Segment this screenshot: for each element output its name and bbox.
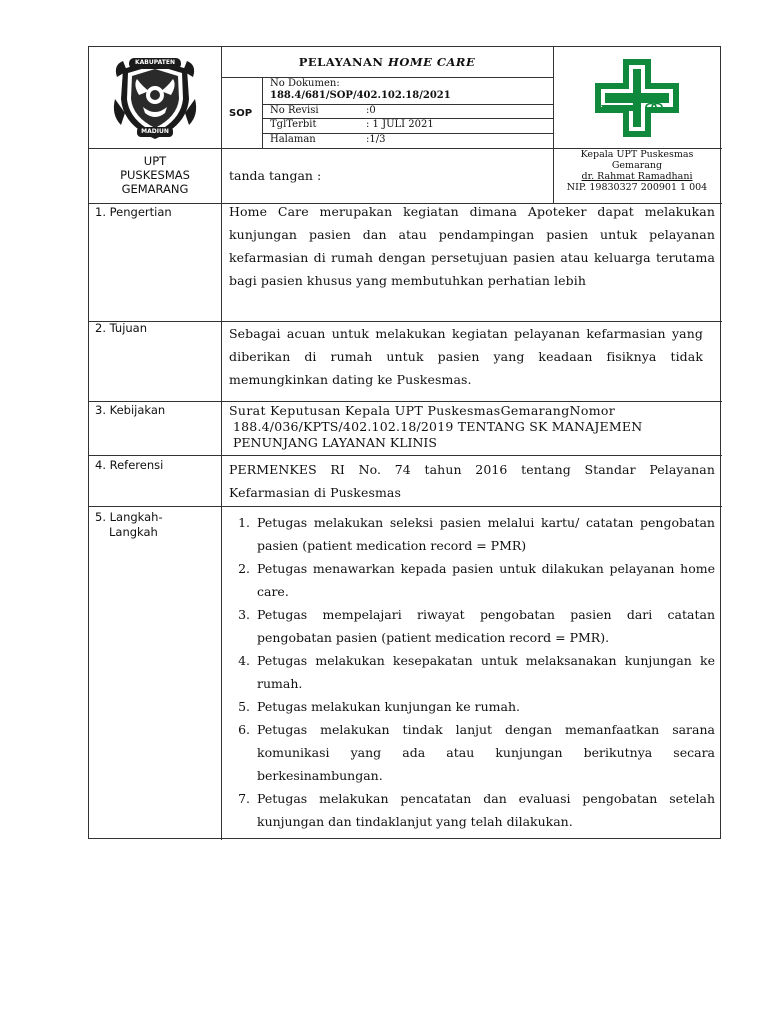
issued-label: TglTerbit xyxy=(270,119,317,130)
puskesmas-logo xyxy=(591,57,683,139)
kebijakan-line1: Surat Keputusan Kepala UPT PuskesmasGemarangNomor xyxy=(229,403,616,418)
regency-logo-bottom-text: MADIUN xyxy=(141,128,169,135)
title-prefix: PELAYANAN xyxy=(298,55,384,69)
step-item: 2. Petugas menawarkan kepada pasien untuk dilakukan pelayanan home care. xyxy=(254,557,715,603)
grid-line xyxy=(89,455,722,456)
grid-line xyxy=(262,77,263,148)
unit-line2: PUSKESMAS xyxy=(120,168,190,182)
head-title-line2: Gemarang xyxy=(611,160,663,171)
kebijakan-line2: 188.4/036/KPTS/402.102.18/2019 TENTANG SK MANAJEMEN xyxy=(233,419,643,434)
regency-logo xyxy=(109,55,201,143)
tujuan-label: 2. Tujuan xyxy=(95,321,148,335)
grid-line xyxy=(221,309,222,840)
page-value: :1/3 xyxy=(366,134,386,145)
page-label: Halaman xyxy=(270,134,316,145)
issued-value: : 1 JULI 2021 xyxy=(366,119,434,130)
langkah-label-line2: Langkah xyxy=(109,525,158,539)
referensi-text: PERMENKES RI No. 74 tahun 2016 tentang Standar Pelayanan Kefarmasian di Puskesmas xyxy=(229,462,715,500)
tujuan-text: Sebagai acuan untuk melakukan kegiatan pelayanan kefarmasian yang diberikan di rumah untuk pasien yang keadaan fisiknya tidak memungkinkan dating ke Puskesmas. xyxy=(229,326,703,387)
document-title xyxy=(221,56,553,69)
doc-no-value: 188.4/681/SOP/402.102.18/2021 xyxy=(270,90,451,101)
grid-line xyxy=(89,506,722,507)
unit-line1: UPT xyxy=(143,154,167,168)
head-name: dr. Rahmat Ramadhani xyxy=(581,171,693,182)
pengertian-label: 1. Pengertian xyxy=(95,205,172,219)
head-title-line1: Kepala UPT Puskesmas xyxy=(580,149,694,160)
title-italic: HOME CARE xyxy=(387,55,476,69)
grid-line xyxy=(89,401,722,402)
step-item: 7. Petugas melakukan pencatatan dan evaluasi pengobatan setelah kunjungan dan tindaklanjut yang telah dilakukan. xyxy=(254,787,715,833)
grid-line xyxy=(221,47,222,207)
revision-label: No Revisi xyxy=(270,105,319,116)
head-nip: NIP. 19830327 200901 1 004 xyxy=(566,182,708,193)
sop-label: SOP xyxy=(229,108,253,119)
unit-line3: GEMARANG xyxy=(121,182,189,196)
step-item: 4. Petugas melakukan kesepakatan untuk melaksanakan kunjungan ke rumah. xyxy=(254,649,715,695)
step-item: 1. Petugas melakukan seleksi pasien melalui kartu/ catatan pengobatan pasien (patient medication record = PMR) xyxy=(254,511,715,557)
sop-document xyxy=(88,46,721,839)
step-item: 6. Petugas melakukan tindak lanjut dengan memanfaatkan sarana komunikasi yang ada atau kunjungan berikutnya secara berkesinambungan. xyxy=(254,718,715,787)
langkah-steps xyxy=(229,511,715,833)
step-item: 3. Petugas mempelajari riwayat pengobatan pasien dari catatan pengobatan pasien (patient medication record = PMR). xyxy=(254,603,715,649)
step-item: 5. Petugas melakukan kunjungan ke rumah. xyxy=(254,695,715,718)
kebijakan-line3: PENUNJANG LAYANAN KLINIS xyxy=(233,435,437,450)
puskesmas-cross-icon xyxy=(591,57,683,139)
langkah-label-line1: 5. Langkah- xyxy=(95,510,163,524)
referensi-label: 4. Referensi xyxy=(95,458,164,472)
doc-no-label: No Dokumen: xyxy=(270,78,340,89)
regency-logo-top-text: KABUPATEN xyxy=(135,59,175,66)
signature-label: tanda tangan : xyxy=(229,168,322,183)
kebijakan-label: 3. Kebijakan xyxy=(95,403,166,417)
grid-line xyxy=(221,207,222,309)
revision-value: :0 xyxy=(366,105,376,116)
pengertian-text: Home Care merupakan kegiatan dimana Apoteker dapat melakukan kunjungan pasien dan atau pendampingan pasien untuk pelayanan kefarmasian di rumah dengan persetujuan pasien atau keluarga terutama bagi pasien khusus yang membutuhkan perhatian lebih xyxy=(229,204,715,288)
